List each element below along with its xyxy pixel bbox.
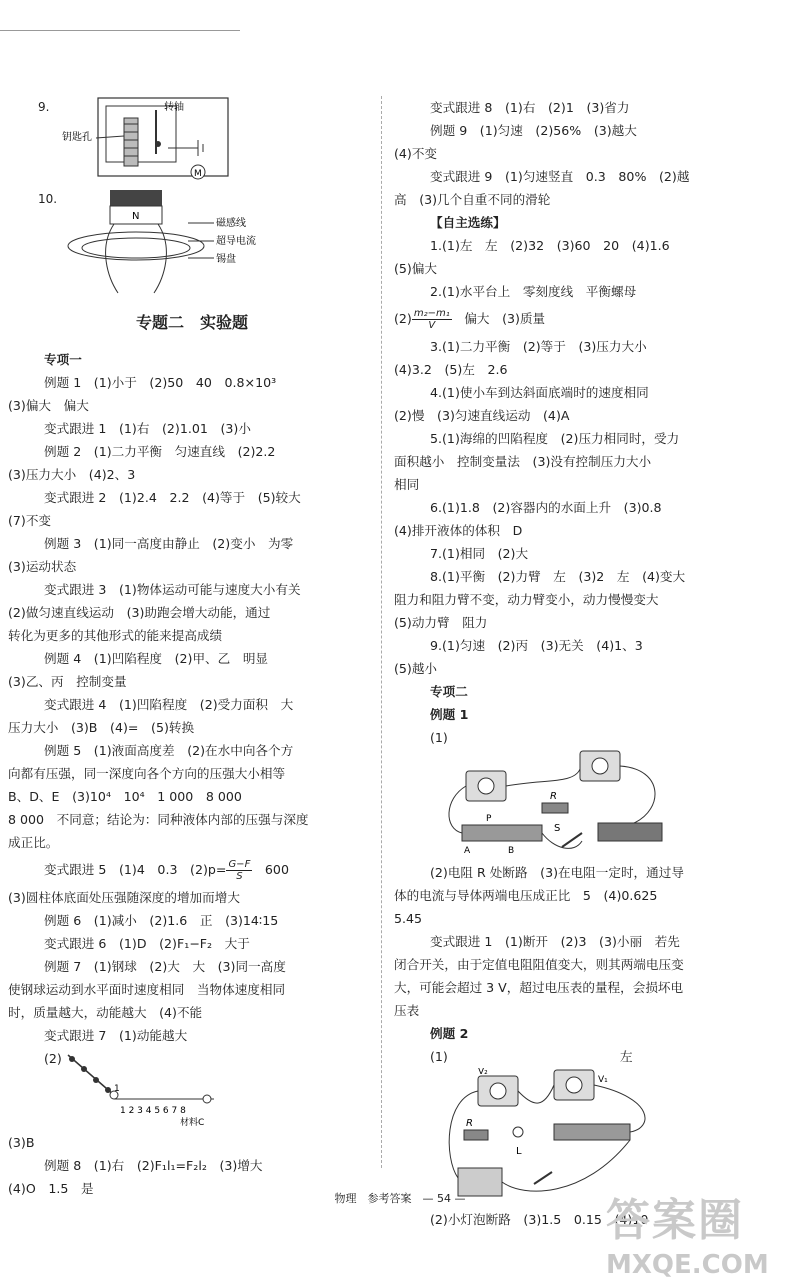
fraction-numerator: G−F (228, 859, 251, 870)
fraction-denominator: V (428, 320, 436, 331)
lever-diagram (64, 1051, 264, 1131)
lamp-label: L (516, 1146, 522, 1157)
answer-line: (4)O 1.5 是 (8, 1181, 94, 1196)
answer-line: 变式跟进 8 (1)右 (2)1 (3)省力 (430, 100, 630, 115)
answer-text: 左 (620, 1049, 633, 1064)
answer-line: (5)偏大 (394, 261, 438, 276)
answer-line: 阻力和阻力臂不变，动力臂变小，动力慢慢变大 (394, 592, 659, 607)
answer-line: 例题 5 (1)液面高度差 (2)在水中向各个方 (44, 743, 294, 758)
answer-line: 5.(1)海绵的凹陷程度 (2)压力相同时，受力 (430, 431, 680, 446)
answer-line: (5)动力臂 阻力 (394, 615, 488, 630)
answer-line: (2)电阻 R 处断路 (3)在电阻一定时，通过导 (430, 865, 684, 880)
answer-line: 转化为更多的其他形式的能来提高成绩 (8, 628, 223, 643)
axis-label: 转轴 (164, 102, 184, 113)
fraction (412, 308, 452, 331)
answer-line: (3)乙、丙 控制变量 (8, 674, 127, 689)
answer-line: 使钢球运动到水平面时速度相同 当物体速度相同 (8, 982, 286, 997)
tick-labels: 1 2 3 4 5 6 7 8 (120, 1106, 186, 1116)
answer-line: 1.(1)左 左 (2)32 (3)60 20 (4)1.6 (430, 238, 670, 253)
answer-line: 向都有压强，同一深度向各个方向的压强大小相等 (8, 766, 286, 781)
answer-line: (3)压力大小 (4)2、3 (8, 467, 136, 482)
keyhole-label: 钥匙孔 (62, 132, 92, 143)
answer-line: 变式跟进 7 (1)动能越大 (44, 1028, 188, 1043)
answer-line: 例题 7 (1)钢球 (2)大 大 (3)同一高度 (44, 959, 286, 974)
answer-line: 变式跟进 2 (1)2.4 2.2 (4)等于 (5)较大 (44, 490, 301, 505)
terminal-b-label: B (508, 846, 515, 856)
q10-levitation-diagram (48, 188, 288, 306)
answer-line: 例题 9 (1)匀速 (2)56% (3)越大 (430, 123, 637, 138)
fraction (226, 859, 252, 882)
right-column (394, 96, 784, 1231)
north-pole-label: N (132, 211, 140, 222)
current-label: 超导电流 (216, 236, 256, 247)
figure-lever-chart (8, 1047, 376, 1131)
answer-line: 压力大小 (3)B (4)= (5)转换 (8, 720, 195, 735)
answer-text: 600 (252, 862, 289, 877)
answer-line: 变式跟进 6 (1)D (2)F₁−F₂ 大于 (44, 936, 250, 951)
answer-line: 例题 1 (430, 707, 469, 722)
answer-line: 例题 1 (1)小于 (2)50 40 0.8×10³ (44, 375, 277, 390)
answer-line: (5)越小 (394, 661, 438, 676)
answer-line: 例题 3 (1)同一高度由静止 (2)变小 为零 (44, 536, 294, 551)
watermark-logo (606, 1184, 786, 1280)
terminal-a-label: A (464, 846, 471, 856)
answer-line: 例题 2 (430, 1026, 469, 1041)
figure-circuit-1 (394, 749, 784, 861)
column-divider (381, 96, 382, 1168)
answer-line: 9.(1)匀速 (2)丙 (3)无关 (4)1、3 (430, 638, 643, 653)
circuit-photo-1 (434, 749, 674, 861)
answer-line: 专项一 (44, 352, 82, 367)
question-number: 9. (38, 100, 50, 114)
answer-line: 面积越小 控制变量法 (3)没有控制压力大小 (394, 454, 652, 469)
answer-text: (2) (394, 311, 412, 326)
answer-line: 变式跟进 1 (1)断开 (2)3 (3)小丽 若先 (430, 934, 680, 949)
answer-line: 例题 8 (1)右 (2)F₁l₁=F₂l₂ (3)增大 (44, 1158, 263, 1173)
answer-line: 8 000 不同意；结论为：同种液体内部的压强与深度 (8, 812, 309, 827)
answer-text: (1) (430, 1049, 448, 1064)
resistor-label: R (550, 791, 557, 802)
answer-line: 变式跟进 9 (1)匀速竖直 0.3 80% (2)越 (430, 169, 690, 184)
answer-line: 4.(1)使小车到达斜面底端时的速度相同 (430, 385, 649, 400)
figure-q9 (8, 96, 376, 188)
right-answer-lines (394, 96, 784, 303)
answer-line: (1) (430, 730, 448, 745)
answer-line (394, 303, 784, 335)
left-answer-lines (8, 348, 376, 854)
answer-line: (3)B (8, 1135, 35, 1150)
answer-line: 变式跟进 4 (1)凹陷程度 (2)受力面积 大 (44, 697, 294, 712)
answer-line: 2.(1)水平台上 零刻度线 平衡螺母 (430, 284, 637, 299)
section-title: 专题二 实验题 (135, 313, 248, 332)
left-answer-lines-2 (8, 886, 376, 1047)
q9-circuit-diagram (48, 96, 278, 188)
motor-label: M (194, 169, 202, 179)
answer-line: 体的电流与导体两端电压成正比 5 (4)0.625 (394, 888, 658, 903)
answer-line: 专项二 (430, 684, 468, 699)
answer-line (394, 1045, 784, 1068)
answer-line: (7)不变 (8, 513, 52, 528)
answer-line: 8.(1)平衡 (2)力臂 左 (3)2 左 (4)变大 (430, 569, 686, 584)
answer-line: 时，质量越大，动能越大 (4)不能 (8, 1005, 203, 1020)
answer-line: (4)排开液体的体积 D (394, 523, 523, 538)
answer-line: (3)圆柱体底面处压强随深度的增加而增大 (8, 890, 240, 905)
answer-line: 3.(1)二力平衡 (2)等于 (3)压力大小 (430, 339, 647, 354)
answer-text: (2) (44, 1051, 62, 1066)
answer-line: 例题 4 (1)凹陷程度 (2)甲、乙 明显 (44, 651, 269, 666)
page-footer: 物理 参考答案 — 54 — (334, 1192, 466, 1205)
switch-label: S (554, 823, 561, 834)
answer-line: (4)3.2 (5)左 2.6 (394, 362, 508, 377)
answer-line: 例题 6 (1)减小 (2)1.6 正 (3)14∶15 (44, 913, 279, 928)
answer-line (8, 854, 376, 886)
answer-line: 6.(1)1.8 (2)容器内的水面上升 (3)0.8 (430, 500, 662, 515)
answer-line: 5.45 (394, 911, 423, 926)
slider-p-label: P (486, 814, 492, 824)
answer-line: (3)运动状态 (8, 559, 77, 574)
answer-line: 高 (3)几个自重不同的滑轮 (394, 192, 551, 207)
answer-line: (2)小灯泡断路 (3)1.5 0.15 (4)10 (430, 1212, 649, 1227)
answer-line: 压表 (394, 1003, 420, 1018)
answer-line: (4)不变 (394, 146, 438, 161)
voltmeter-1-label: V₁ (598, 1075, 608, 1085)
answer-line: 7.(1)相同 (2)大 (430, 546, 529, 561)
answer-line: B、D、E (3)10⁴ 10⁴ 1 000 8 000 (8, 789, 242, 804)
figure-q10 (8, 188, 376, 306)
watermark-url: MXQE.COM (606, 1250, 769, 1280)
answer-line: 成正比。 (8, 835, 59, 850)
voltmeter-2-label: V₂ (478, 1068, 488, 1077)
answer-line: (3)偏大 偏大 (8, 398, 89, 413)
ring-label: 锡盘 (216, 254, 236, 265)
answer-line: (2)慢 (3)匀速直线运动 (4)A (394, 408, 570, 423)
answer-line: 变式跟进 1 (1)右 (2)1.01 (3)小 (44, 421, 251, 436)
material-label: 材料C (180, 1118, 205, 1128)
answer-line: 相同 (394, 477, 420, 492)
question-number: 10. (38, 192, 58, 206)
answer-line: 闭合开关，由于定值电阻阻值变大，则其两端电压变 (394, 957, 684, 972)
answer-line: 变式跟进 3 (1)物体运动可能与速度大小有关 (44, 582, 301, 597)
right-answer-lines-2 (394, 335, 784, 749)
right-answer-lines-3 (394, 861, 784, 1045)
answer-text: 偏大 (3)质量 (451, 311, 546, 326)
answer-text: 变式跟进 5 (1)4 0.3 (2)p= (44, 862, 227, 877)
top-rule (0, 30, 240, 31)
watermark-text: 答案圈 (606, 1195, 744, 1246)
field-line-label: 磁感线 (216, 218, 246, 229)
fraction-numerator: m₂−m₁ (413, 308, 450, 319)
fraction-denominator: S (236, 871, 243, 882)
answer-line: 例题 2 (1)二力平衡 匀速直线 (2)2.2 (44, 444, 276, 459)
left-column (8, 96, 376, 1200)
answer-line: 【自主选练】 (430, 215, 506, 230)
answer-line: (2)做匀速直线运动 (3)助跑会增大动能，通过 (8, 605, 271, 620)
chart-label-one: 1 (114, 1084, 120, 1094)
resistor-label: R (466, 1118, 473, 1129)
answer-line: 大，可能会超过 3 V，超过电压表的量程，会损坏电 (394, 980, 684, 995)
